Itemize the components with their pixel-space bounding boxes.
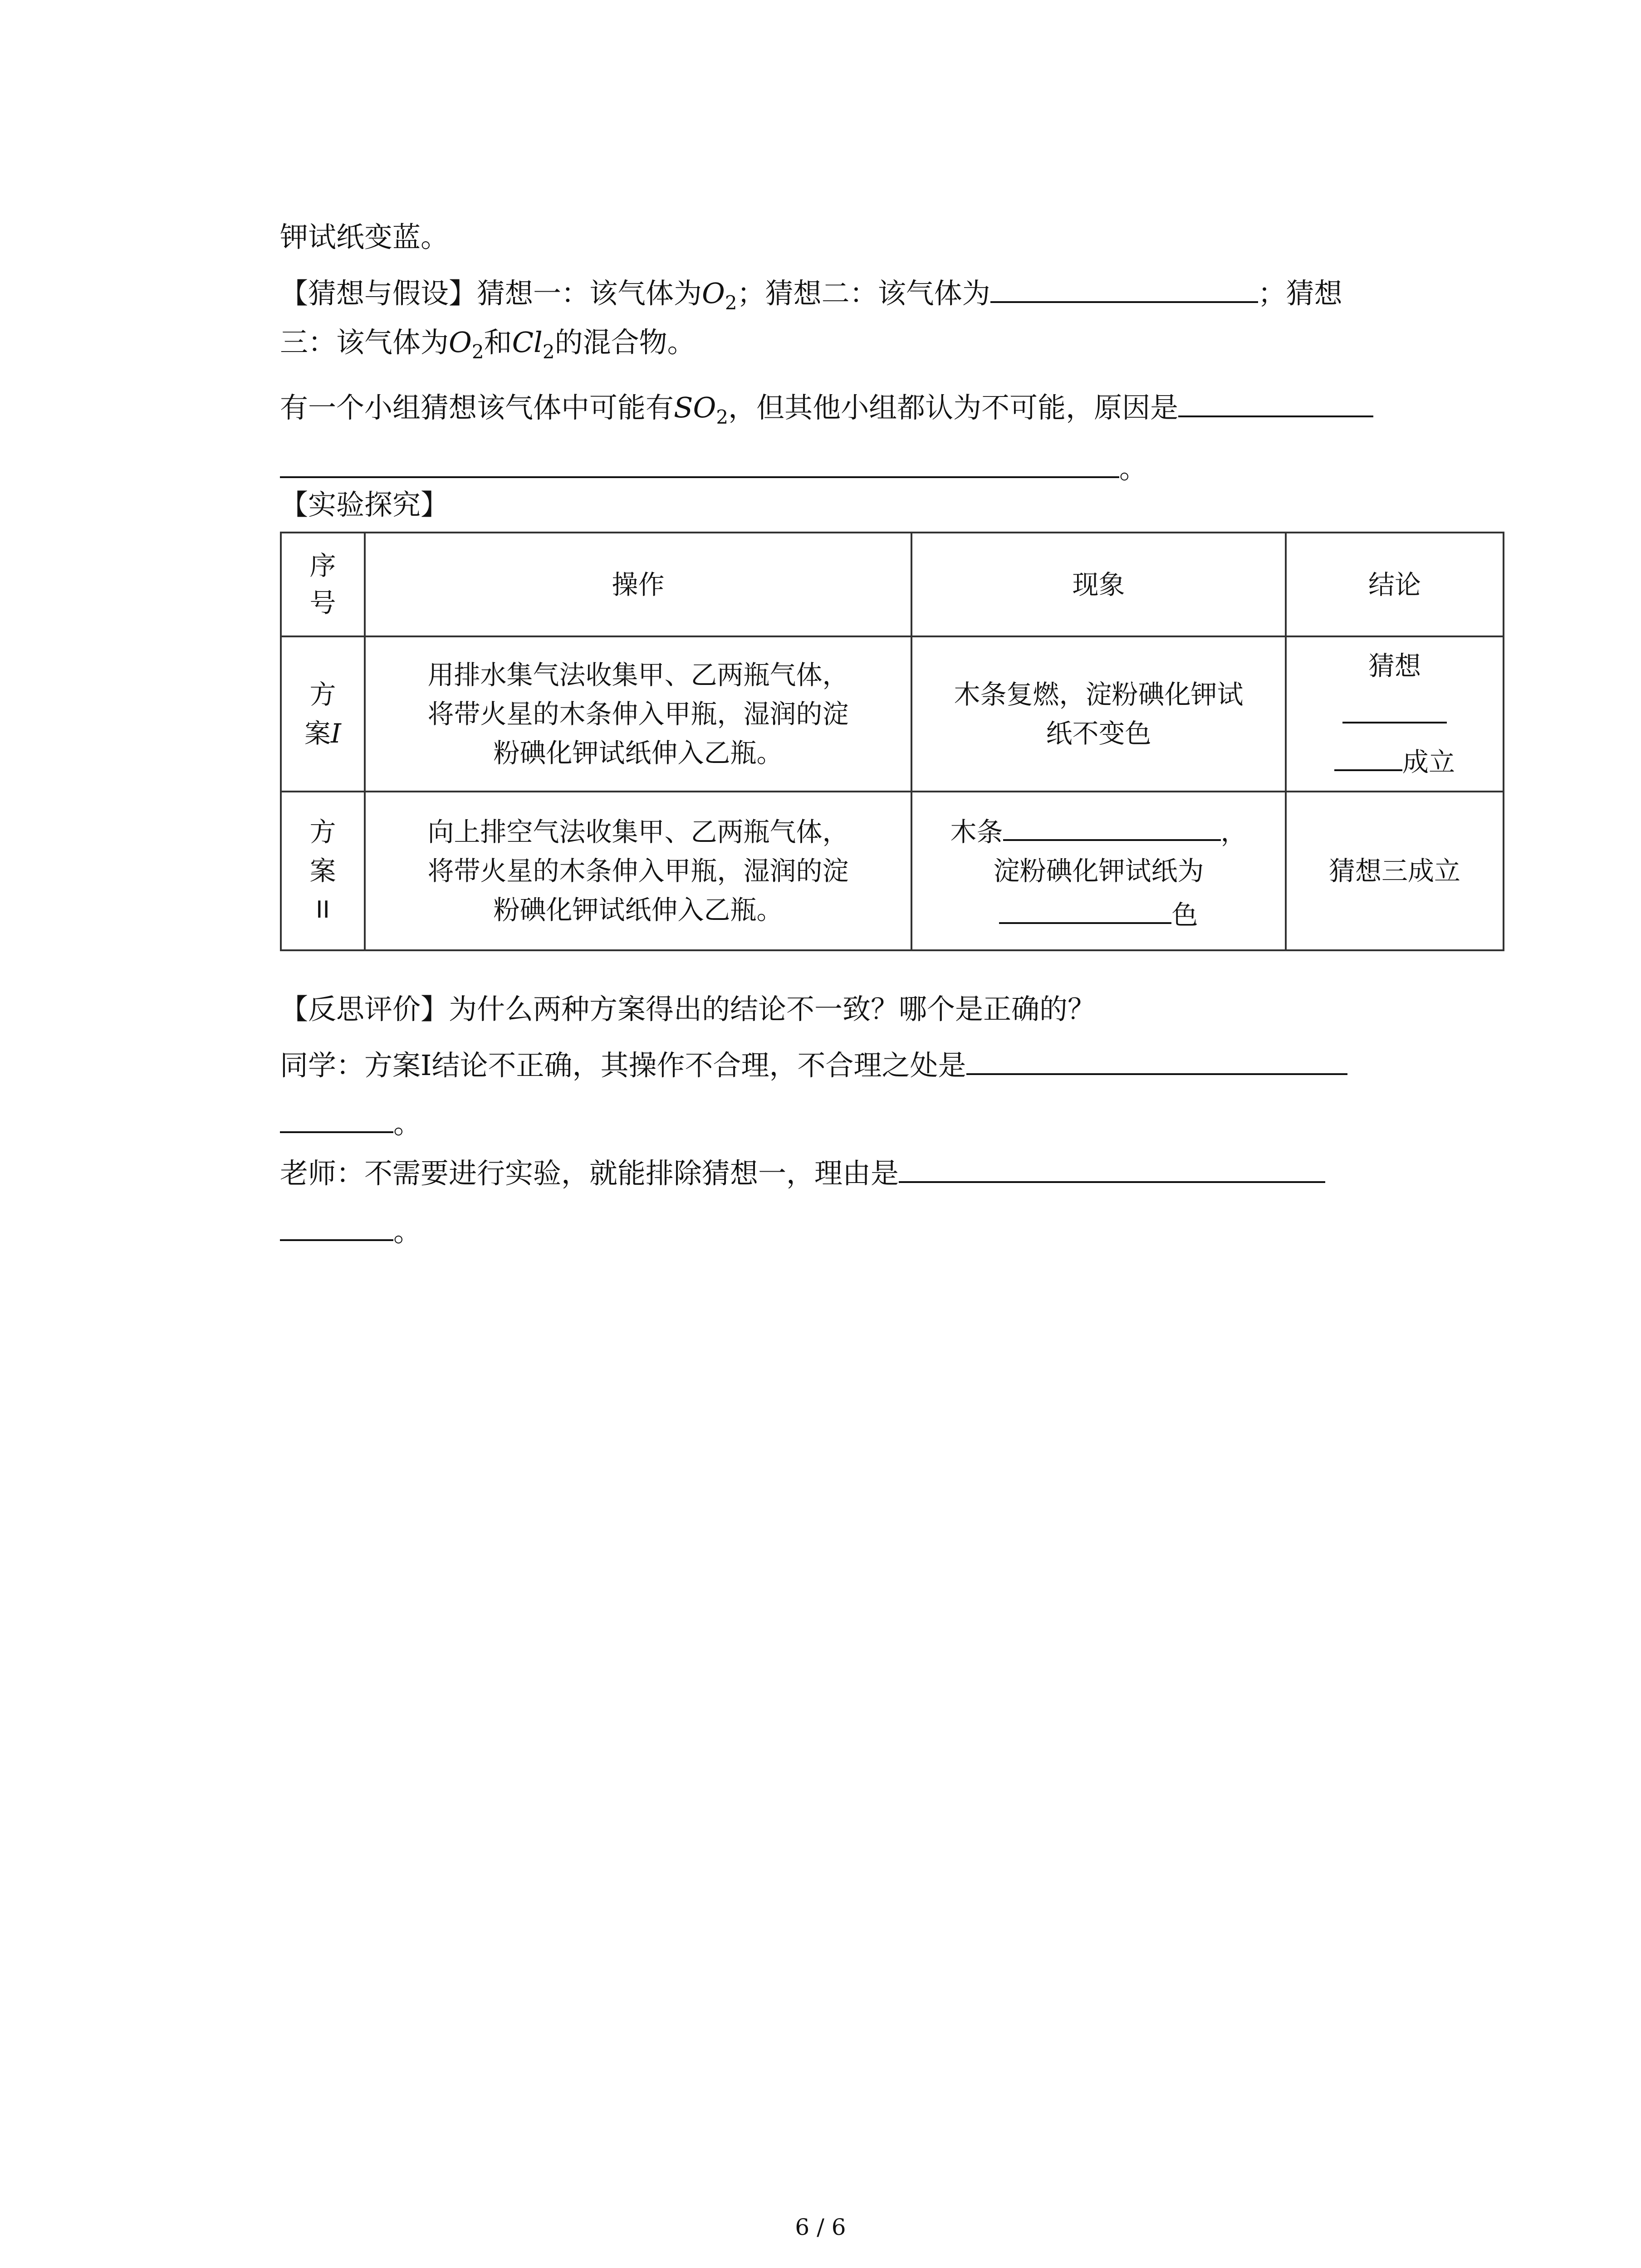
plan-one-operation: 用排水集气法收集甲、乙两瓶气体， 将带火星的木条伸入甲瓶，湿润的淀 粉碘化钾试纸伸入乙瓶。 xyxy=(365,636,911,792)
continuation-text: 钾试纸变蓝。 xyxy=(280,220,449,254)
table-header-row xyxy=(281,533,1504,636)
header-operation: 操作 xyxy=(365,533,911,636)
teacher-line-2: 。 xyxy=(280,1205,1441,1252)
hypothesis-line xyxy=(280,267,1441,314)
plan-one-phenomenon: 木条复燃，淀粉碘化钾试 纸不变色 xyxy=(911,636,1286,792)
student-blank-a[interactable] xyxy=(966,1039,1347,1075)
formula-cl2: $Cl_2$ xyxy=(512,326,555,363)
student-line-2: 。 xyxy=(280,1097,1441,1144)
plan-two-phenomenon: 木条 ， 淀粉碘化钾试纸为 色 xyxy=(911,792,1286,950)
phenomenon-blank-b[interactable] xyxy=(999,890,1171,924)
hypothesis-three-line: 三：该气体为$O_2$和$Cl_2$的混合物。 xyxy=(280,326,696,363)
conclusion-blank-a[interactable] xyxy=(1342,690,1447,723)
experiment-heading: 【实验探究】 xyxy=(280,488,449,521)
so2-reason-line: 有一个小组猜想该气体中可能有$SO_2$，但其他小组都认为不可能，原因是 xyxy=(280,381,1441,428)
student-blank-b[interactable] xyxy=(280,1097,393,1133)
header-seq: 序号 xyxy=(281,533,365,636)
hypothesis-two-label: ；猜想二：该气体为 xyxy=(737,277,990,310)
plan-two-operation: 向上排空气法收集甲、乙两瓶气体， 将带火星的木条伸入甲瓶，湿润的淀 粉碘化钾试纸伸入乙瓶。 xyxy=(365,792,911,950)
experiment-table xyxy=(280,532,1504,951)
table-row xyxy=(281,636,1504,792)
phenomenon-blank-a[interactable] xyxy=(1003,807,1221,841)
text-line-1 xyxy=(280,217,1441,258)
conclusion-blank-b[interactable] xyxy=(1334,738,1402,771)
plan-two-label: 方 案 II xyxy=(281,792,365,950)
hypothesis-two-blank[interactable] xyxy=(990,267,1258,303)
reflection-heading: 【反思评价】为什么两种方案得出的结论不一致？哪个是正确的？ xyxy=(280,992,1096,1026)
page-number: 6 / 6 xyxy=(795,2214,846,2240)
header-conclusion: 结论 xyxy=(1286,533,1504,636)
teacher-blank-b[interactable] xyxy=(280,1205,393,1241)
table-row xyxy=(281,792,1504,950)
hypothesis-intro: 【猜想与假设】猜想一：该气体为 xyxy=(280,277,702,310)
student-line: 同学：方案Ⅰ结论不正确，其操作不合理，不合理之处是 xyxy=(280,1039,1441,1086)
teacher-line: 老师：不需要进行实验，就能排除猜想一，理由是 xyxy=(280,1147,1441,1194)
reason-blank-a[interactable] xyxy=(1178,381,1373,417)
formula-o2: $O_2$ xyxy=(449,326,484,363)
header-phenomenon: 现象 xyxy=(911,533,1286,636)
formula-so2: $SO_2$ xyxy=(674,391,729,428)
so2-reason-line-2: 。 xyxy=(280,442,1441,489)
hypothesis-three-label: ；猜想 xyxy=(1258,277,1342,310)
teacher-blank-a[interactable] xyxy=(899,1147,1325,1183)
reason-blank-b[interactable] xyxy=(280,442,1119,478)
plan-one-label: 方 案I xyxy=(281,636,365,792)
formula-o2: $O_2$ xyxy=(702,277,737,314)
plan-one-conclusion: 猜想 成立 xyxy=(1286,636,1504,792)
plan-two-conclusion: 猜想三成立 xyxy=(1286,792,1504,950)
